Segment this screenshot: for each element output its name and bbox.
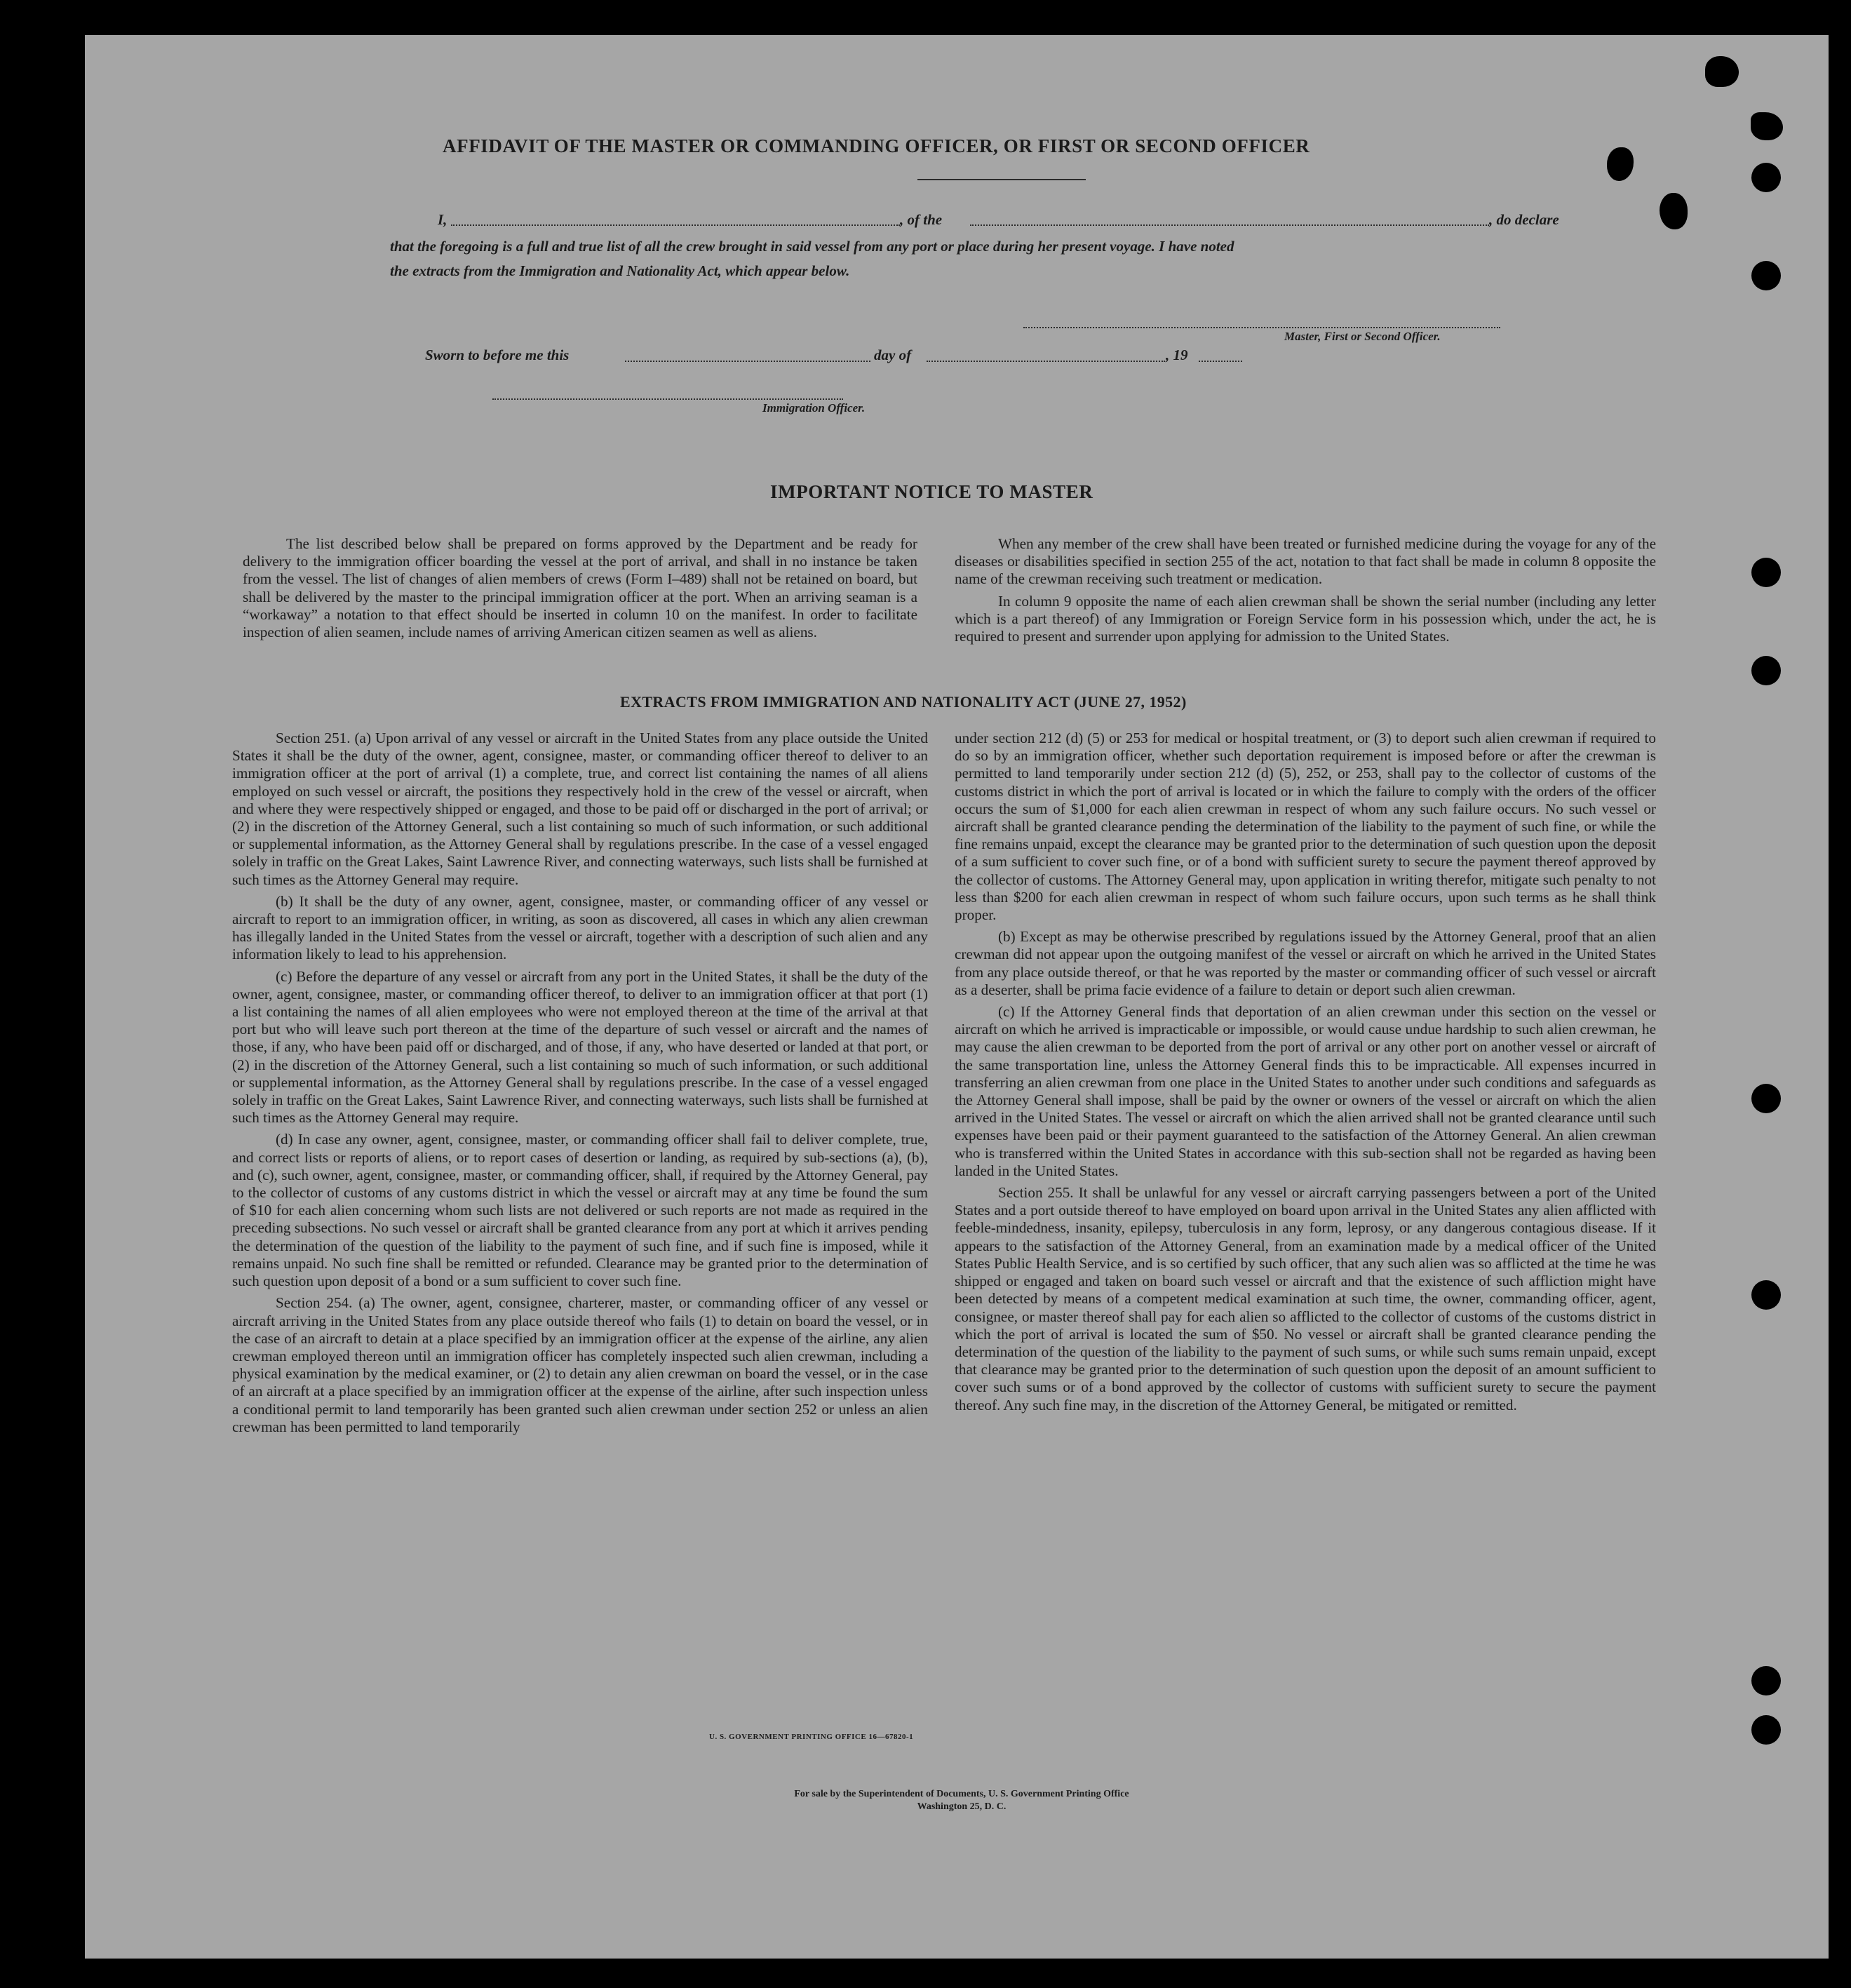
- affidavit-line-2: that the foregoing is a full and true list of all the crew brought in said vessel from any port or place during her present voyage. I have noted: [390, 238, 1234, 255]
- punch-hole: [1751, 1666, 1781, 1695]
- sworn-day-field-line[interactable]: [625, 361, 870, 362]
- punch-hole: [1751, 163, 1781, 192]
- notice-left-column: [243, 535, 917, 645]
- section-251-d: (d) In case any owner, agent, consignee, master, or commanding officer shall fail to deliver complete, true, and correct lists or reports of aliens, or to report cases of desertion or landing, as required by sub-sections (a), (b), and (c), such owner, agent, consignee, master, or commanding officer, shall, if required by the Attorney General, pay to the collector of customs of any customs district in which the vessel or aircraft may at any time be found the sum of $10 for each alien concerning whom such lists are not delivered or such reports are not made as required in the preceding subsections. No such vessel or aircraft shall be granted clearance from any port at which it arrives pending the determination of the question of the liability to the payment of such fine, and if such fine is imposed, while it remains unpaid. No such fine shall be remitted or refunded. Clearance may be granted prior to the determination of such question upon deposit of a bond or a sum sufficient to cover such fine.: [232, 1131, 928, 1290]
- immigration-officer-signature-line[interactable]: [492, 398, 843, 400]
- section-254-a: Section 254. (a) The owner, agent, consignee, charterer, master, or commanding officer of any vessel or aircraft arriving in the United States from any place outside thereof who fails (1) to detain on board the vessel, or in the case of an aircraft to detain at a place specified by an immigration officer at the expense of the airline, any alien crewman employed thereon until an immigration officer has completely inspected such alien crewman, including a physical examination by the medical examiner, or (2) to detain any alien crewman on board the vessel, or in the case of an aircraft at a place specified by an immigration officer at the expense of the airline, after such inspection unless a conditional permit to land temporarily has been granted such alien crewman under section 252 or unless an alien crewman has been permitted to land temporarily: [232, 1294, 928, 1435]
- section-254-a-continued: under section 212 (d) (5) or 253 for medical or hospital treatment, or (3) to deport such alien crewman if required to do so by an immigration officer, whether such deportation requirement is imposed before or after the crewman is permitted to land temporarily under section 212 (d) (5), 252, or 253, shall pay to the collector of customs of the customs district in which the port of arrival is located or in which the failure to comply with the orders of the officer occurs the sum of $1,000 for each alien crewman in respect of whom any such failure occurs. No such vessel or aircraft shall be granted clearance pending the determination of the liability to the payment of such fine, or while the fine remains unpaid, except the clearance may be granted prior to the determination of such question upon the deposit of a sum sufficient to cover such fine, or of a bond with sufficient surety to secure the payment thereof approved by the collector of customs. The Attorney General may, upon application in writing therefor, mitigate such penalty to not less than $200 for each alien crewman in respect of whom such failure occurs, upon such terms as he shall think proper.: [955, 730, 1656, 924]
- sworn-label: Sworn to before me this: [425, 347, 570, 363]
- notice-right-paragraph-1: When any member of the crew shall have been treated or furnished medicine during the voyage for any of the diseases or disabilities specified in section 255 of the act, notation to that fact shall be made in column 8 opposite the name of the crewman receiving such treatment or medication.: [955, 535, 1656, 588]
- section-251-a: Section 251. (a) Upon arrival of any vessel or aircraft in the United States from any place outside the United States it shall be the duty of the owner, agent, consignee, master, or commanding officer thereof to deliver to an immigration officer at the port of arrival (1) a complete, true, and correct list containing the names of all aliens employed on such vessel or aircraft, the positions they respectively hold in the crew of the vessel or aircraft, when and where they were respectively shipped or engaged, and those to be paid off or discharged in the port of arrival; or (2) in the discretion of the Attorney General, such a list containing so much of such information, or such additional or supplemental information, as the Attorney General shall by regulations prescribe. In the case of a vessel engaged solely in traffic on the Great Lakes, Saint Lawrence River, and connecting waterways, such lists shall be furnished at such times as the Attorney General may require.: [232, 730, 928, 888]
- punch-hole: [1751, 1280, 1781, 1310]
- notice-right-column: [955, 535, 1656, 650]
- extracts-left-column: [232, 730, 928, 1440]
- master-signature-line[interactable]: [1023, 327, 1500, 328]
- name-field-line[interactable]: [451, 224, 900, 226]
- notice-left-paragraph: The list described below shall be prepared on forms approved by the Department and be ready for delivery to the immigration officer boarding the vessel at the port of arrival, and shall in no instance be taken from the vessel. The list of changes of alien members of crews (Form I–489) shall not be retained on board, but shall be delivered by the master to the principal immigration officer at the port. When an arriving seaman is a “workaway” a notation to that effect should be inserted in column 10 on the manifest. In order to facilitate inspection of alien seamen, include names of arriving American citizen seamen as well as aliens.: [243, 535, 917, 641]
- ink-blot-corner: [1751, 112, 1783, 140]
- punch-hole: [1751, 1084, 1781, 1113]
- affidavit-title: AFFIDAVIT OF THE MASTER OR COMMANDING OFFICER, OR FIRST OR SECOND OFFICER: [443, 135, 1310, 156]
- ink-blot-top: [1705, 56, 1739, 87]
- section-254-b: (b) Except as may be otherwise prescribed by regulations issued by the Attorney General, proof that an alien crewman did not appear upon the outgoing manifest of the vessel or aircraft on which he arrived in the United States from any place outside thereof, or that he was reported by the master or commanding officer of such vessel or aircraft as a deserter, shall be prima facie evidence of a failure to detain or deport such alien crewman.: [955, 928, 1656, 998]
- vessel-field-line[interactable]: [970, 224, 1489, 226]
- affidavit-line-3: the extracts from the Immigration and Nationality Act, which appear below.: [390, 262, 850, 279]
- sworn-month-field-line[interactable]: [927, 361, 1165, 362]
- section-251-c: (c) Before the departure of any vessel or aircraft from any port in the United States, it shall be the duty of the owner, agent, consignee, master, or commanding officer thereof, to deliver to an immigration officer at that port (1) a list containing the names of all alien employees who were not employed thereon at the time of the arrival at that port but who will leave such port thereon at the time of the departure of such vessel or aircraft and the names of those, if any, who have been paid off or discharged, and of those, if any, who have deserted or landed at that port, or (2) in the discretion of the Attorney General, such a list containing so much of such information, or such additional or supplemental information, as the Attorney General shall by regulations prescribe. In the case of a vessel engaged solely in traffic on the Great Lakes, Saint Lawrence River, and connecting waterways, such lists shall be furnished at such times as the Attorney General may require.: [232, 967, 928, 1127]
- title-underline: [917, 179, 1086, 180]
- document-sheet: [85, 35, 1829, 1959]
- printer-line: U. S. GOVERNMENT PRINTING OFFICE 16—67820-1: [709, 1733, 914, 1741]
- punch-hole: [1751, 656, 1781, 685]
- do-declare-label: , do declare: [1489, 211, 1559, 228]
- punch-hole: [1751, 261, 1781, 290]
- section-251-b: (b) It shall be the duty of any owner, agent, consignee, master, or commanding officer of any vessel or aircraft to report to an immigration officer, in writing, as soon as discovered, all cases in which any alien crewman has illegally landed in the United States from the vessel or aircraft, together with a description of such alien and any information likely to lead to his apprehension.: [232, 892, 928, 963]
- notice-title: IMPORTANT NOTICE TO MASTER: [770, 481, 1093, 502]
- master-signature-caption: Master, First or Second Officer.: [1284, 330, 1441, 343]
- sale-line-2: Washington 25, D. C.: [917, 1801, 1007, 1812]
- notice-right-paragraph-2: In column 9 opposite the name of each alien crewman shall be shown the serial number (including any letter which is a part thereof) of any Immigration or Foreign Service form in his possession which, under the act, he is required to present and surrender upon applying for admission to the United States.: [955, 592, 1656, 645]
- day-of-label: day of: [874, 347, 912, 363]
- extracts-right-column: [955, 730, 1656, 1418]
- year-label: , 19: [1166, 347, 1188, 363]
- section-254-c: (c) If the Attorney General finds that deportation of an alien crewman under this section on the vessel or aircraft on which he arrived is impracticable or impossible, or would cause undue hardship to such alien crewman, he may cause the alien crewman to be deported from the port of arrival or any other port on another vessel or aircraft of the same transportation line, unless the Attorney General finds this to be impracticable. All expenses incurred in transferring an alien crewman from one place in the United States to another under such conditions and safeguards as the Attorney General shall impose, shall be paid by the owner or owners of the vessel or aircraft on which the alien arrived in the United States. The vessel or aircraft on which the alien arrived shall not be granted clearance until such expenses have been paid or their payment guaranteed to the satisfaction of the Attorney General. An alien crewman who is transferred within the United States in accordance with this sub-section shall not be regarded as having been landed in the United States.: [955, 1003, 1656, 1179]
- section-255: Section 255. It shall be unlawful for any vessel or aircraft carrying passengers between a port of the United States and a port outside thereof to have employed on board upon arrival in the United States any alien afflicted with feeble-mindedness, insanity, epilepsy, tuberculosis in any form, leprosy, or any dangerous contagious disease. If it appears to the satisfaction of the Attorney General, from an examination made by a medical officer of the United States Public Health Service, and is so certified by such officer, that any such alien was so afflicted at the time he was shipped or engaged and taken on board such vessel or aircraft and that the existence of such affliction might have been detected by means of a competent medical examination at such time, the owner, commanding officer, agent, consignee, or master thereof shall pay for each alien so afflicted to the collector of customs of the customs district in which the port of arrival is located the sum of $50. No vessel or aircraft shall be granted clearance pending the determination of the question of the liability to the payment of such sums, or while such sums remain unpaid, except that clearance may be granted prior to the determination of such question upon the deposit of an amount sufficient to cover such sums or of a bond approved by the collector of customs with sufficient surety to secure the payment thereof. Any such fine may, in the discretion of the Attorney General, be mitigated or remitted.: [955, 1184, 1656, 1413]
- ink-blot-lower: [1660, 193, 1688, 229]
- i-label: I,: [438, 211, 447, 228]
- punch-hole: [1751, 1715, 1781, 1745]
- punch-hole: [1751, 558, 1781, 587]
- ink-blot-mid: [1607, 147, 1634, 181]
- immigration-officer-caption: Immigration Officer.: [762, 401, 866, 415]
- extracts-title: EXTRACTS FROM IMMIGRATION AND NATIONALITY ACT (JUNE 27, 1952): [620, 693, 1187, 711]
- sale-line-1: For sale by the Superintendent of Documents, U. S. Government Printing Office: [794, 1789, 1129, 1799]
- sworn-year-field-line[interactable]: [1199, 361, 1242, 362]
- of-the-label: , of the: [900, 211, 943, 228]
